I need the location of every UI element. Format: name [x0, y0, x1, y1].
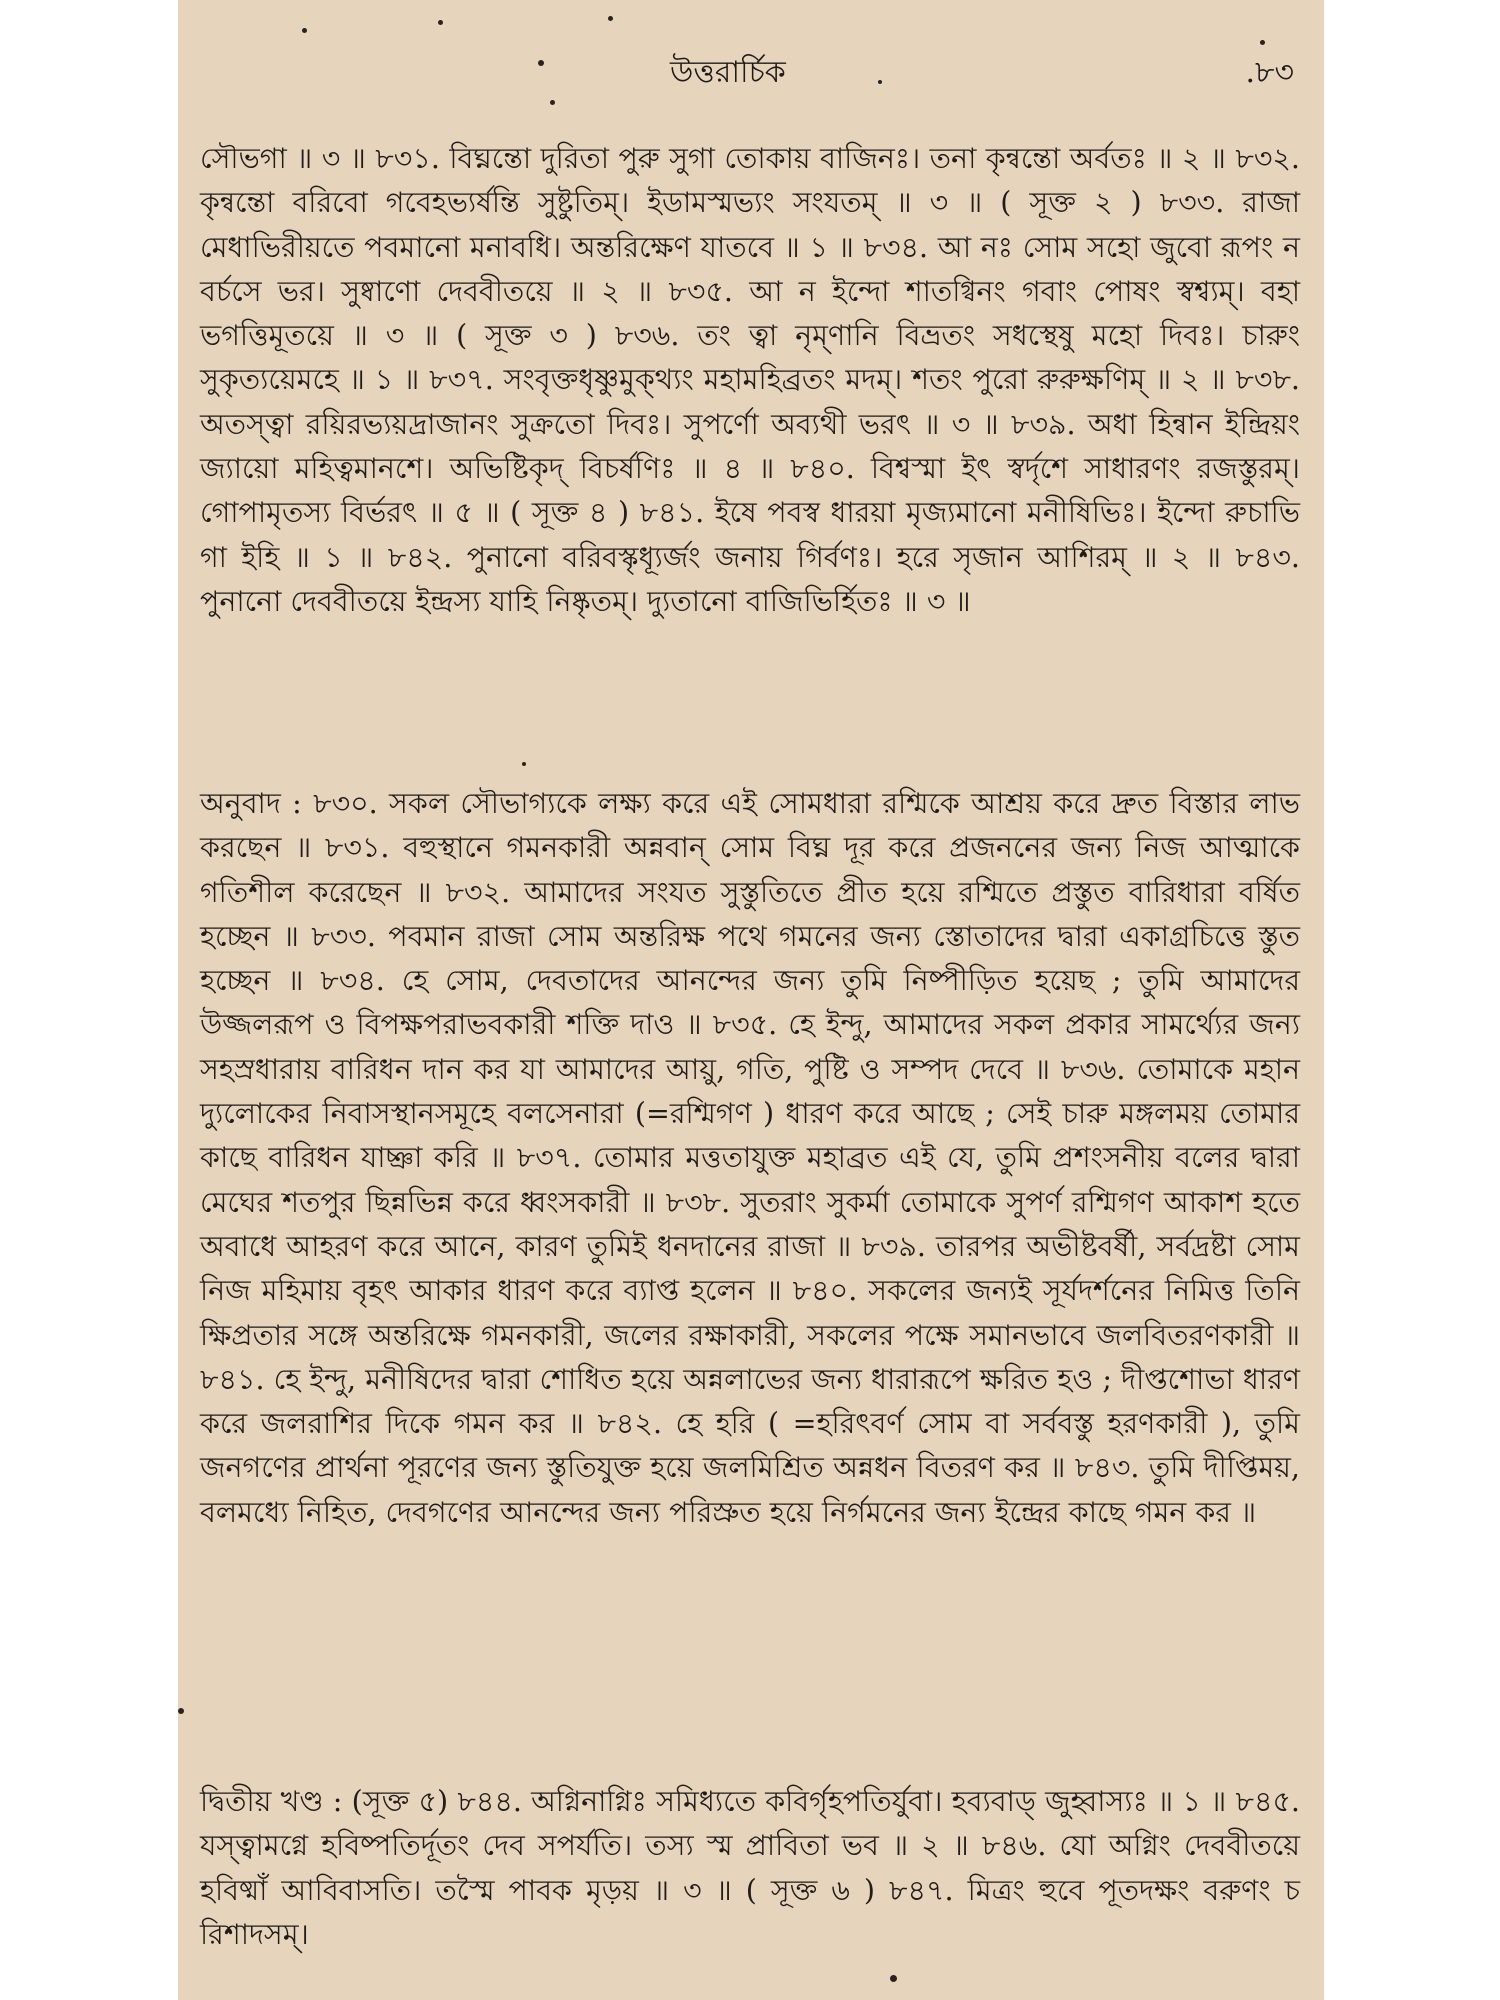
ink-speck	[1260, 40, 1265, 45]
bengali-translation: অনুবাদ : ৮৩০. সকল সৌভাগ্যকে লক্ষ্য করে এই সোমধারা রশ্মিকে আশ্রয় করে দ্রুত বিস্তার লাভ করছেন ॥ ৮৩১. বহুস্থানে গমনকারী অন্নবান্ সোম বিঘ্ন দূর করে প্রজননের জন্য নিজ আত্মাকে গতিশীল করেছেন ॥ ৮৩২. আমাদের সংযত সুস্তুতিতে প্রীত হয়ে রশ্মিতে প্রস্তুত বারিধারা বর্ষিত হচ্ছেন ॥ ৮৩৩. পবমান রাজা সোম অন্তরিক্ষ পথে গমনের জন্য স্তোতাদের দ্বারা একাগ্রচিত্তে স্তুত হচ্ছেন ॥ ৮৩৪. হে সোম, দেবতাদের আনন্দের জন্য তুমি নিষ্পীড়িত হয়েছ ; তুমি আমাদের উজ্জলরূপ ও বিপক্ষপরাভবকারী শক্তি দাও ॥ ৮৩৫. হে ইন্দু, আমাদের সকল প্রকার সামর্থ্যের জন্য সহস্রধারায় বারিধন দান কর যা আমাদের আয়ু, গতি, পুষ্টি ও সম্পদ দেবে ॥ ৮৩৬. তোমাকে মহান দ্যুলোকের নিবাসস্থানসমূহে বলসেনারা (=রশ্মিগণ ) ধারণ করে আছে ; সেই চারু মঙ্গলময় তোমার কাছে বারিধন যাচ্ঞা করি ॥ ৮৩৭. তোমার মত্ততাযুক্ত মহাব্রত এই যে, তুমি প্রশংসনীয় বলের দ্বারা মেঘের শতপুর ছিন্নভিন্ন করে ধ্বংসকারী ॥ ৮৩৮. সুতরাং সুকর্মা তোমাকে সুপর্ণ রশ্মিগণ আকাশ হতে অবাধে আহরণ করে আনে, কারণ তুমিই ধনদানের রাজা ॥ ৮৩৯. তারপর অভীষ্টবর্ষী, সর্বদ্রষ্টা সোম নিজ মহিমায় বৃহৎ আকার ধারণ করে ব্যাপ্ত হলেন ॥ ৮৪০. সকলের জন্যই সূর্যদর্শনের নিমিত্ত তিনি ক্ষিপ্রতার সঙ্গে অন্তরিক্ষে গমনকারী, জলের রক্ষাকারী, সকলের পক্ষে সমানভাবে জলবিতরণকারী ॥ ৮৪১. হে ইন্দু, মনীষিদের দ্বারা শোধিত হয়ে অন্নলাভের জন্য ধারারূপে ক্ষরিত হও ; দীপ্তশোভা ধারণ করে জলরাশির দিকে গমন কর ॥ ৮৪২. হে হরি ( =হরিৎবর্ণ সোম বা সর্ববস্তু হরণকারী ), তুমি জনগণের প্রার্থনা পূরণের জন্য স্তুতিযুক্ত হয়ে জলমিশ্রিত অন্নধন বিতরণ কর ॥ ৮৪৩. তুমি দীপ্তিময়, বলমধ্যে নিহিত, দেবগণের আনন্দের জন্য পরিস্রুত হয়ে নির্গমনের জন্য ইন্দ্রের কাছে গমন কর ॥	[200, 787, 1300, 1529]
ink-speck	[178, 1708, 184, 1714]
second-section-verses: দ্বিতীয় খণ্ড : (সূক্ত ৫) ৮৪৪. অগ্নিনাগ্নিঃ সমিধ্যতে কবির্গৃহপতির্যুবা। হব্যবাড্ জুহ্বাস্যঃ ॥ ১ ॥ ৮৪৫. যস্ত্বামগ্নে হবিষ্পতির্দূতং দেব সপর্যতি। তস্য স্ম প্রাবিতা ভব ॥ ২ ॥ ৮৪৬. যো অগ্নিং দেববীতয়ে হবিষ্মাঁ আবিবাসতি। তস্মৈ পাবক মৃড়য় ॥ ৩ ॥ ( সূক্ত ৬ ) ৮৪৭. মিত্রং হুবে পূতদক্ষং বরুণং চ রিশাদসম্।	[200, 1785, 1300, 1951]
ink-speck	[608, 16, 613, 21]
header-title: উত্তরার্চিক	[670, 55, 786, 90]
page-number: .৮৩	[1245, 55, 1294, 90]
ink-speck	[890, 1975, 897, 1982]
ink-speck	[550, 100, 555, 105]
ink-speck	[438, 20, 443, 25]
ink-speck	[302, 28, 307, 33]
sanskrit-verses: সৌভগা ॥ ৩ ॥ ৮৩১. বিঘ্নন্তো দুরিতা পুরু সুগা তোকায় বাজিনঃ। তনা কৃন্বন্তো অর্বতঃ ॥ ২ ॥ ৮৩২. কৃন্বন্তো বরিবো গবেহভ্যর্ষন্তি সুষ্টুতিম্। ইডামস্মভ্যং সংযতম্ ॥ ৩ ॥ ( সূক্ত ২ ) ৮৩৩. রাজা মেধাভিরীয়তে পবমানো মনাবধি। অন্তরিক্ষেণ যাতবে ॥ ১ ॥ ৮৩৪. আ নঃ সোম সহো জুবো রূপং ন বর্চসে ভর। সুষ্বাণো দেববীতয়ে ॥ ২ ॥ ৮৩৫. আ ন ইন্দো শাতগ্বিনং গবাং পোষং স্বশ্ব্যম্। বহা ভগত্তিমূতয়ে ॥ ৩ ॥ ( সূক্ত ৩ ) ৮৩৬. তং ত্বা নৃম্ণানি বিভ্রতং সধস্থেষু মহো দিবঃ। চারুং সুকৃত্যয়েমহে ॥ ১ ॥ ৮৩৭. সংবৃক্তধৃষ্ণুমুক্থ্যং মহামহিব্রতং মদম্। শতং পুরো রুরুক্ষণিম্ ॥ ২ ॥ ৮৩৮. অতস্ত্বা রয়িরভ্যয়দ্রাজানং সুক্রতো দিবঃ। সুপর্ণো অব্যথী ভরৎ ॥ ৩ ॥ ৮৩৯. অধা হিন্বান ইন্দ্রিয়ং জ্যায়ো মহিত্বমানশে। অভিষ্টিকৃদ্ বিচর্ষণিঃ ॥ ৪ ॥ ৮৪০. বিশ্বস্মা ইৎ স্বর্দৃশে সাধারণং রজস্তুরম্। গোপামৃতস্য বির্ভরৎ ॥ ৫ ॥ ( সূক্ত ৪ ) ৮৪১. ইষে পবস্ব ধারয়া মৃজ্যমানো মনীষিভিঃ। ইন্দো রুচাভি গা ইহি ॥ ১ ॥ ৮৪২. পুনানো বরিবস্কৃধ্যূর্জং জনায় গির্বণঃ। হরে সৃজান আশিরম্ ॥ ২ ॥ ৮৪৩. পুনানো দেববীতয়ে ইন্দ্রস্য যাহি নিষ্কৃতম্। দ্যুতানো বাজিভির্হিতঃ ॥ ৩ ॥	[200, 142, 1300, 618]
ink-speck	[522, 762, 526, 766]
scanned-page	[178, 0, 1324, 2000]
running-header	[178, 48, 1324, 98]
